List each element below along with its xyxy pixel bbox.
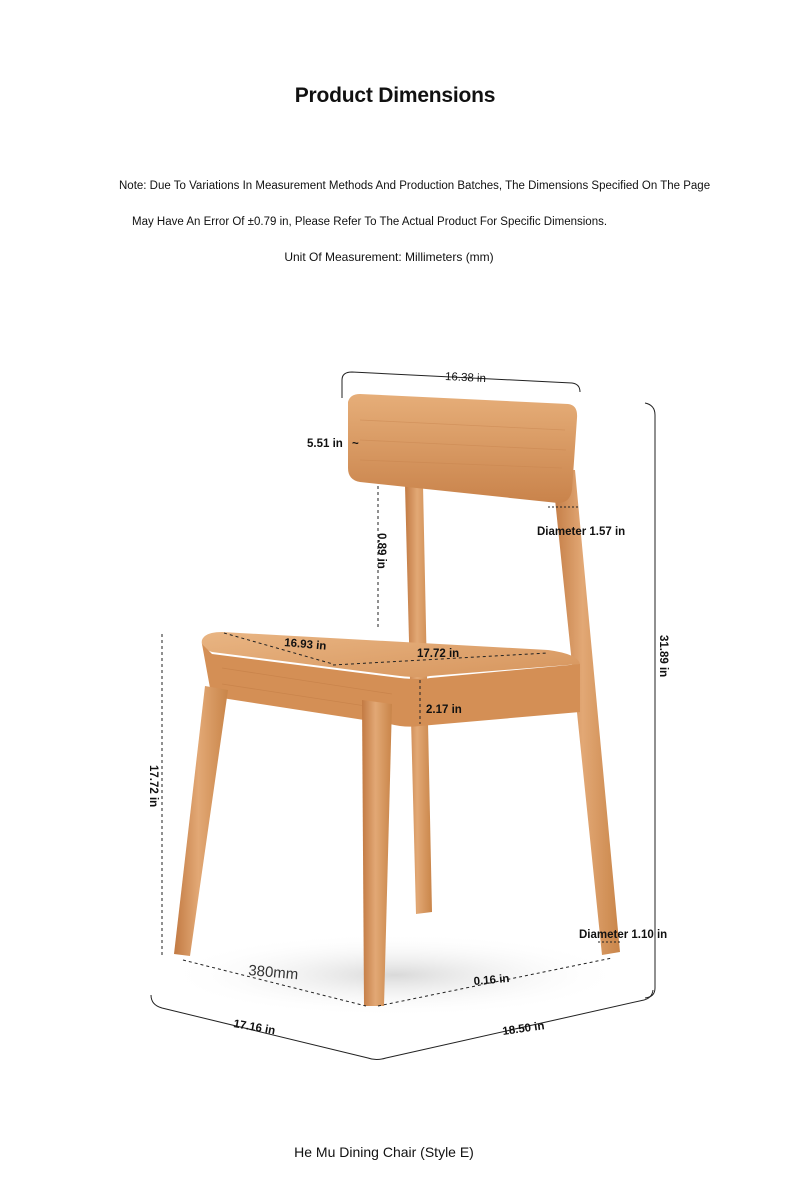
chair-front-left-leg [174, 686, 228, 956]
dim-seat-height: 17.72 in [147, 765, 159, 808]
dim-base-depth-mm: 380mm [247, 962, 299, 984]
unit-of-measurement: Unit Of Measurement: Millimeters (mm) [284, 250, 494, 264]
dim-seat-depth: 16.93 in [283, 637, 327, 653]
dim-overall-depth: 17.16 in [232, 1018, 277, 1038]
dim-overall-width: 18.50 in [501, 1020, 546, 1038]
product-caption: He Mu Dining Chair (Style E) [294, 1144, 474, 1160]
dim-backrest-width: 16.38 in [444, 370, 487, 386]
measurement-note-line-2: May Have An Error Of ±0.79 in, Please Refer To The Actual Product For Specific Dimensions. [132, 216, 608, 228]
dim-post-diameter: Diameter 1.57 in [537, 526, 626, 538]
dim-seat-width: 17.72 in [417, 648, 460, 660]
dim-foot-diameter: Diameter 1.10 in [579, 929, 668, 941]
dim-apron-height: 2.17 in [426, 704, 462, 716]
page-title: Product Dimensions [294, 84, 496, 107]
dim-backrest-height: 5.51 in [307, 438, 343, 450]
dim-total-height: 31.89 in [657, 635, 669, 678]
chair-backrest [348, 394, 577, 503]
floor-shadow [165, 933, 625, 1017]
dim-back-gap: 0.89 in [375, 533, 387, 569]
dim-backrest-tilde: ~ [352, 438, 359, 450]
dim-base-inner-width: 0.16 in [473, 972, 510, 988]
measurement-note-line-1: Note: Due To Variations In Measurement Methods And Production Batches, The Dimensions Specified On The Page [119, 180, 711, 192]
